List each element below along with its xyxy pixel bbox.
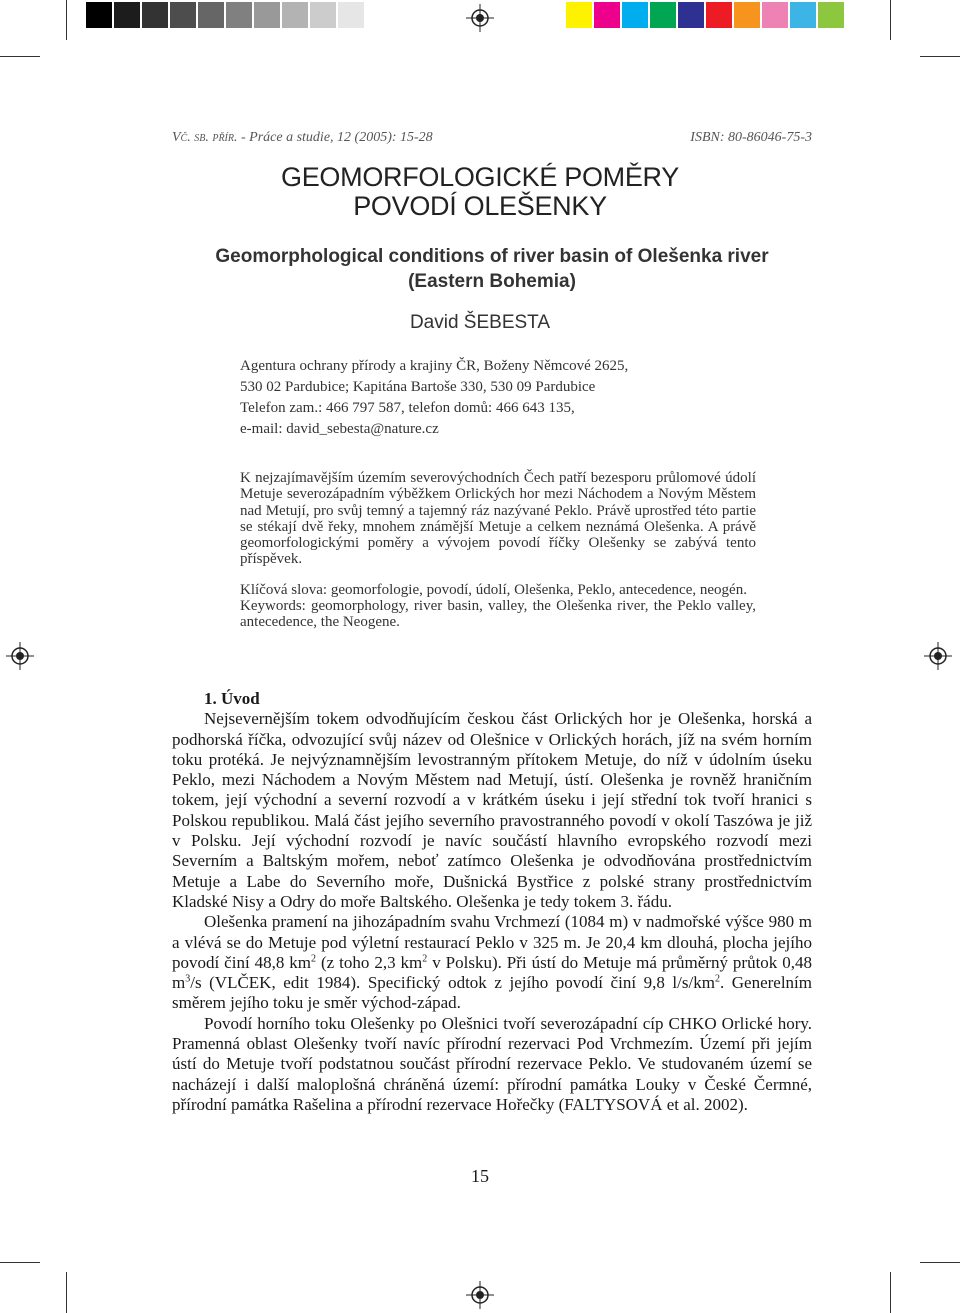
superscript: 2 <box>714 973 720 985</box>
registration-mark-icon <box>466 1281 494 1309</box>
abstract-text: K nejzajímavějším územím severovýchodních Čech patří bezesporu průlomové údolí Metuje severozápadním výběžkem Orlických hor mezi Náchodem a Novým Městem nad Metují, pro svůj temný a tajemný ráz nazývané Peklo. Právě uprostřed této partie se stékají dvě řeky, mnohem známější Metuje a celkem neznámá Olešenka. A právě geomorfologickými poměry a vývojem povodí říčky Olešenky se zabývá tento příspěvek. <box>240 470 756 568</box>
color-swatch <box>622 2 648 28</box>
title-line-1: GEOMORFOLOGICKÉ POMĚRY <box>281 162 679 192</box>
color-swatch <box>170 2 196 28</box>
article-title <box>180 163 780 221</box>
superscript: 3 <box>185 973 191 985</box>
color-swatch <box>226 2 252 28</box>
affiliation-line: e-mail: david_sebesta@nature.cz <box>240 421 439 437</box>
crop-line <box>0 56 40 57</box>
color-swatch-strip <box>566 2 874 28</box>
english-title <box>160 244 824 294</box>
color-swatch <box>734 2 760 28</box>
color-swatch <box>846 2 872 28</box>
keywords-english: Keywords: geomorphology, river basin, valley, the Olešenka river, the Peklo valley, antecedence, the Neogene. <box>240 598 756 631</box>
paragraph-2-part: Olešenka pramení na jihozápadním svahu Vrchmezí (1084 m) v nadmořské výšce 980 m a vlévá se do Metuje pod výletní restaurací Peklo v 325 m. Je 20,4 km dlouhá, plocha jejího povodí činí 48,8 km <box>172 912 812 972</box>
color-swatch <box>366 2 392 28</box>
author-name: David ŠEBESTA <box>409 312 551 333</box>
registration-mark-icon <box>6 642 34 670</box>
crop-line <box>890 0 891 40</box>
journal-abbrev: Vč. sb. přír. <box>172 130 238 145</box>
color-swatch <box>678 2 704 28</box>
affiliation-line: Telefon zam.: 466 797 587, telefon domů: 466 643 135, <box>240 400 575 416</box>
paragraph-3: Povodí horního toku Olešenky po Olešnici tvoří severozápadní cíp CHKO Orlické hory. Pramenná oblast Olešenky tvoří navíc přírodní rezervaci Pod Vrchmezím. Území při jejím ústí do Metuje tvoří podstatnou součást přírodní rezervace Peklo. Ve studovaném území se nacházejí i další maloplošná chráněná území: přírodní památka Louky v České Čermné, přírodní památka Rašelina a přírodní rezervace Hořečky (FALTYSOVÁ et al. 2002). <box>172 1013 812 1114</box>
paragraph-2-part: (z toho 2,3 km <box>316 952 423 972</box>
paragraph-2-part: /s (VLČEK, edit 1984). Specifický odtok z jejího povodí činí 9,8 l/s/km <box>190 973 715 993</box>
crop-line <box>66 1272 67 1313</box>
color-swatch <box>706 2 732 28</box>
color-swatch <box>198 2 224 28</box>
article-body <box>172 689 812 1115</box>
color-swatch <box>762 2 788 28</box>
running-header-isbn: ISBN: 80-86046-75-3 <box>690 130 812 145</box>
paragraph-2 <box>172 912 812 1013</box>
paragraph-2-part: . Generelním směrem jejího toku je směr východ-západ. <box>172 973 812 1013</box>
color-swatch <box>338 2 364 28</box>
superscript: 2 <box>311 953 317 965</box>
affiliation-line: Agentura ochrany přírody a krajiny ČR, Boženy Němcové 2625, <box>240 358 629 374</box>
color-swatch <box>566 2 592 28</box>
page-number: 15 <box>471 1166 489 1186</box>
crop-line <box>0 1262 40 1263</box>
affiliation-line: 530 02 Pardubice; Kapitána Bartoše 330, 530 09 Pardubice <box>240 379 596 395</box>
color-swatch <box>818 2 844 28</box>
paragraph-2-part: v Polsku). Při ústí do Metuje má průměrný průtok 0,48 m <box>172 952 812 993</box>
crop-line <box>66 0 67 40</box>
color-swatch <box>86 2 112 28</box>
paragraph-1: Nejsevernějším tokem odvodňujícím českou část Orlických hor je Olešenka, horská a podhorská říčka, odvozující svůj název od Olešnice v Orlických horách, jíž na svém horním toku protéká. Je nejvýznamnějším levostranným přítokem Metuje, do níž v údolním úseku Peklo, mezi Náchodem a Novým Městem nad Metují, ústí. Olešenka je rovněž hraničním tokem, její východní a severní rozvodí a v krátkém úseku i její střední tok tvoří hranici s Polskou republikou. Malá část jejího severního pravostranného povodí v okolí Taszówa je již v Polsku. Její východní rozvodí je navíc součástí hlavního evropského rozvodí mezi Severním a Baltským mořem, neboť zatímco Olešenka je odvodňována prostřednictvím Metuje a Labe do Severního moře, Dušnická Bystřice z polské strany prostřednictvím Kladské Nisy a Odry do moře Baltského. Olešenka je tedy tokem 3. řádu. <box>172 709 812 911</box>
subtitle-line-2: (Eastern Bohemia) <box>408 271 576 292</box>
section-heading: 1. Úvod <box>204 689 260 708</box>
abstract <box>240 470 756 631</box>
crop-line <box>890 1272 891 1313</box>
crop-line <box>920 56 960 57</box>
color-swatch <box>650 2 676 28</box>
color-swatch <box>282 2 308 28</box>
running-header-citation <box>172 130 433 146</box>
color-swatch <box>790 2 816 28</box>
registration-mark-icon <box>466 4 494 32</box>
superscript: 2 <box>422 953 428 965</box>
color-swatch <box>310 2 336 28</box>
subtitle-line-1: Geomorphological conditions of river basin of Olešenka river <box>215 246 769 267</box>
color-swatch <box>254 2 280 28</box>
registration-mark-icon <box>924 642 952 670</box>
color-swatch <box>594 2 620 28</box>
color-swatch <box>142 2 168 28</box>
author-affiliation <box>240 356 628 440</box>
crop-line <box>920 1262 960 1263</box>
gray-swatch-strip <box>86 2 394 28</box>
color-swatch <box>114 2 140 28</box>
journal-issue: - Práce a studie, 12 (2005): 15-28 <box>237 130 433 145</box>
title-line-2: POVODÍ OLEŠENKY <box>353 191 607 221</box>
keywords-czech: Klíčová slova: geomorfologie, povodí, údolí, Olešenka, Peklo, antecedence, neogén. <box>240 581 747 598</box>
